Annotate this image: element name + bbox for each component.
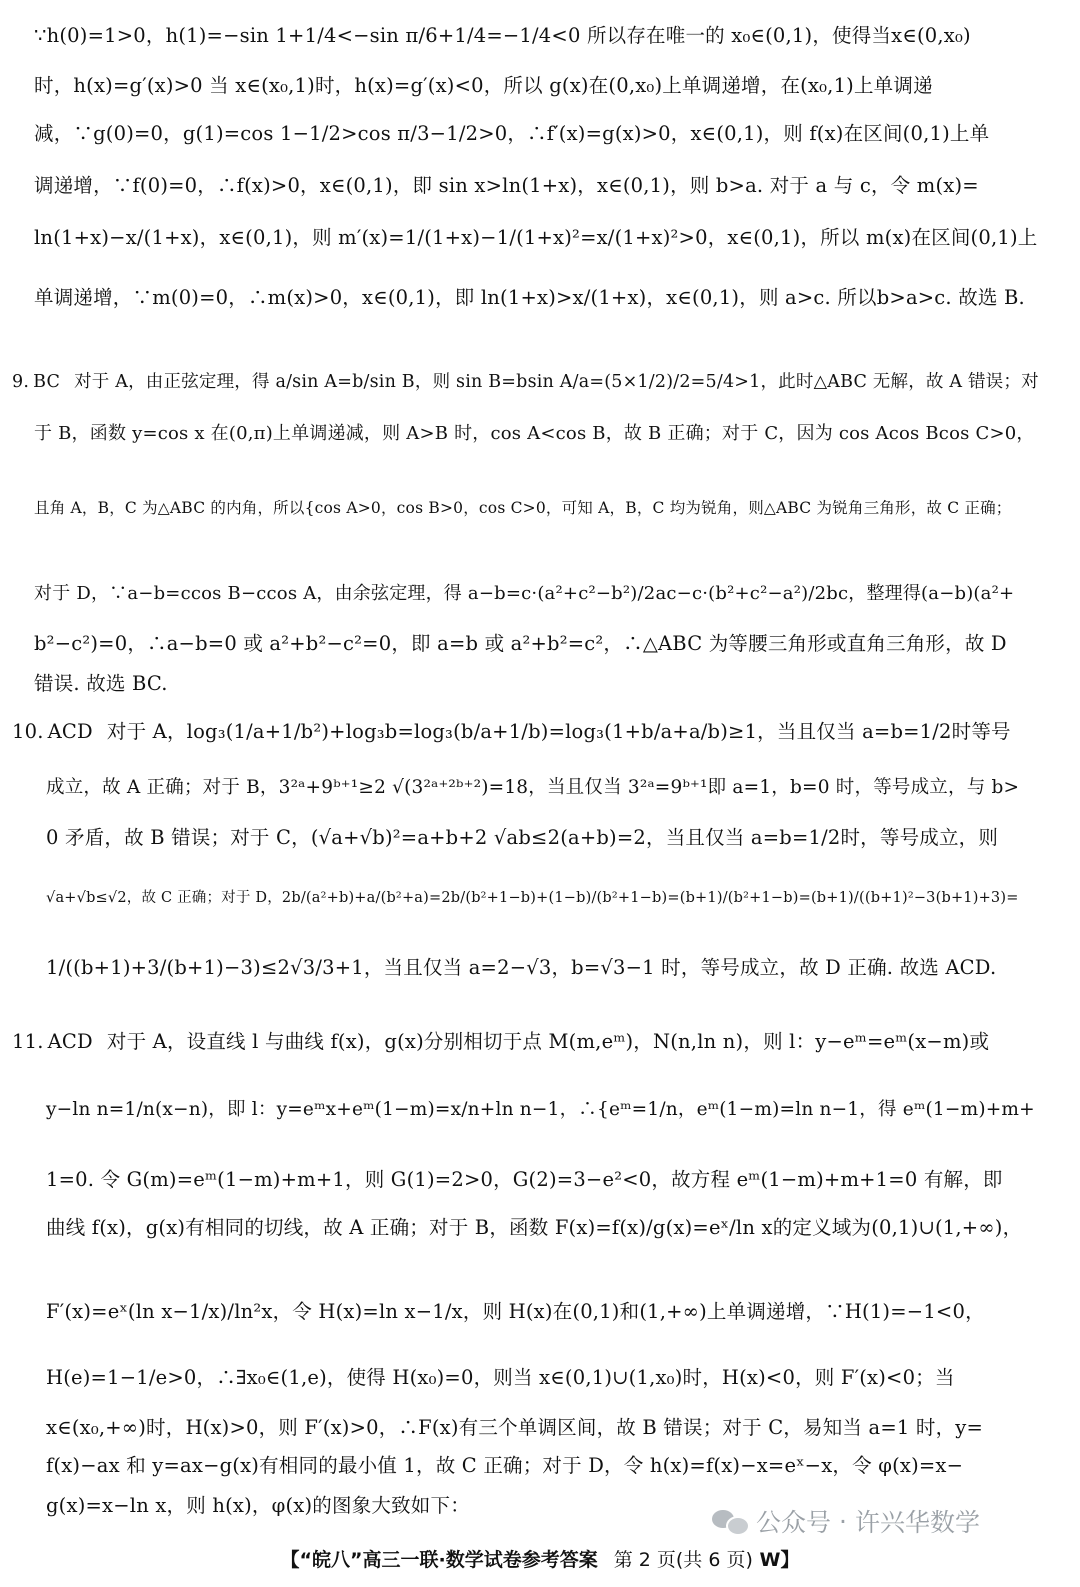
text-line: f(x)−ax 和 y=ax−g(x)有相同的最小值 1，故 C 正确；对于 D，令 h(x)=f(x)−x=eˣ−x，令 φ(x)=x− xyxy=(46,1454,964,1477)
text-line: 1=0. 令 G(m)=eᵐ(1−m)+m+1，则 G(1)=2>0，G(2)=3−e²<0，故方程 eᵐ(1−m)+m+1=0 有解，即 xyxy=(46,1168,1003,1191)
question-number: 11. xyxy=(12,1030,44,1053)
text-line: x∈(x₀,+∞)时，H(x)>0，则 F′(x)>0，∴F(x)有三个单调区间，故 B 错误；对于 C，易知当 a=1 时，y= xyxy=(46,1416,984,1439)
watermark-separator: · xyxy=(839,1506,847,1536)
text-line: H(e)=1−1/e>0，∴∃x₀∈(1,e)，使得 H(x₀)=0，则当 x∈(0,1)∪(1,x₀)时，H(x)<0，则 F′(x)<0；当 xyxy=(46,1366,955,1389)
wechat-icon xyxy=(712,1506,748,1536)
text-line: F′(x)=eˣ(ln x−1/x)/ln²x，令 H(x)=ln x−1/x，则 H(x)在(0,1)和(1,+∞)上单调递增，∵H(1)=−1<0， xyxy=(46,1300,985,1323)
watermark xyxy=(712,1503,980,1539)
text-line: 减，∵g(0)=0，g(1)=cos 1−1/2>cos π/3−1/2>0，∴f′(x)=g(x)>0，x∈(0,1)，则 f(x)在区间(0,1)上单 xyxy=(34,122,990,145)
text-line: 调递增，∵f(0)=0，∴f(x)>0，x∈(0,1)，即 sin x>ln(1+x)，x∈(0,1)，则 b>a. 对于 a 与 c，令 m(x)= xyxy=(34,174,979,197)
text-line: 对于 D，∵a−b=ccos B−ccos A，由余弦定理，得 a−b=c·(a²+c²−b²)/2ac−c·(b²+c²−a²)/2bc，整理得(a−b)(a²+ xyxy=(34,583,1015,604)
text-line: 1/((b+1)+3/(b+1)−3)≤2√3/3+1，当且仅当 a=2−√3，b=√3−1 时，等号成立，故 D 正确. 故选 ACD. xyxy=(46,956,997,979)
question-number: 10. xyxy=(12,720,44,743)
watermark-platform: 公众号 xyxy=(756,1508,832,1537)
text-line: ∵h(0)=1>0，h(1)=−sin 1+1/4<−sin π/6+1/4=−1/4<0 所以存在唯一的 x₀∈(0,1)，使得当x∈(0,x₀) xyxy=(34,24,971,47)
question-9 xyxy=(12,368,1040,396)
text-line: 错误. 故选 BC. xyxy=(34,672,168,695)
question-10 xyxy=(12,718,1040,746)
question-answer: ACD xyxy=(47,720,93,743)
text-line: 0 矛盾，故 B 错误；对于 C，(√a+√b)²=a+b+2 √ab≤2(a+b)=2，当且仅当 a=b=1/2时，等号成立，则 xyxy=(46,826,999,849)
text-line: y−ln n=1/n(x−n)，即 l：y=eᵐx+eᵐ(1−m)=x/n+ln n−1，∴{eᵐ=1/n，eᵐ(1−m)=ln n−1，得 eᵐ(1−m)+m+ xyxy=(46,1099,1035,1120)
question-number: 9. xyxy=(12,372,30,392)
question-11 xyxy=(12,1028,1040,1056)
text-line: 对于 A，设直线 l 与曲线 f(x)，g(x)分别相切于点 M(m,eᵐ)，N(n,ln n)，则 l：y−eᵐ=eᵐ(x−m)或 xyxy=(106,1030,990,1053)
text-line: 单调递增，∵m(0)=0，∴m(x)>0，x∈(0,1)，即 ln(1+x)>x/(1+x)，x∈(0,1)，则 a>c. 所以b>a>c. 故选 B. xyxy=(34,286,1025,309)
question-answer: BC xyxy=(33,372,61,392)
footer-page-info: 第 2 页(共 6 页) xyxy=(613,1549,753,1571)
text-line: g(x)=x−ln x，则 h(x)，φ(x)的图象大致如下： xyxy=(46,1494,470,1517)
text-line: 且角 A，B，C 为△ABC 的内角，所以{cos A>0，cos B>0，cos C>0，可知 A，B，C 均为锐角，则△ABC 为锐角三角形，故 C 正确； xyxy=(34,499,1012,517)
text-line: √a+√b≤√2，故 C 正确；对于 D，2b/(a²+b)+a/(b²+a)=2b/(b²+1−b)+(1−b)/(b²+1−b)=(b+1)/(b²+1−b)=(b+1)/((b+1)²−3(b+1)+3)= xyxy=(46,890,1019,906)
footer-suffix: W】 xyxy=(759,1549,800,1571)
footer-title: 【“皖八”高三一联·数学试卷参考答案 xyxy=(280,1549,598,1571)
page-footer xyxy=(0,1545,1080,1572)
watermark-account: 许兴华数学 xyxy=(854,1508,980,1537)
text-line: 曲线 f(x)，g(x)有相同的切线，故 A 正确；对于 B，函数 F(x)=f(x)/g(x)=eˣ/ln x的定义域为(0,1)∪(1,+∞)， xyxy=(46,1216,1023,1239)
text-line: 于 B，函数 y=cos x 在(0,π)上单调递减，则 A>B 时，cos A<cos B，故 B 正确；对于 C，因为 cos Acos Bcos C>0， xyxy=(34,423,1035,444)
question-answer: ACD xyxy=(47,1030,93,1053)
text-line: 成立，故 A 正确；对于 B，3²ᵃ+9ᵇ⁺¹≥2 √(3²ᵃ⁺²ᵇ⁺²)=18，当且仅当 3²ᵃ=9ᵇ⁺¹即 a=1，b=0 时，等号成立，与 b> xyxy=(46,777,1020,798)
text-line: 对于 A，log₃(1/a+1/b²)+log₃b=log₃(b/a+1/b)=log₃(1+b/a+a/b)≥1，当且仅当 a=b=1/2时等号 xyxy=(106,720,1011,743)
text-line: b²−c²)=0，∴a−b=0 或 a²+b²−c²=0，即 a=b 或 a²+b²=c²，∴△ABC 为等腰三角形或直角三角形，故 D xyxy=(34,632,1007,655)
text-line: ln(1+x)−x/(1+x)，x∈(0,1)，则 m′(x)=1/(1+x)−1/(1+x)²=x/(1+x)²>0，x∈(0,1)，所以 m(x)在区间(0,1)上 xyxy=(34,226,1038,249)
text-line: 对于 A，由正弦定理，得 a/sin A=b/sin B，则 sin B=bsin A/a=(5×1/2)/2=5/4>1，此时△ABC 无解，故 A 错误；对 xyxy=(74,372,1039,392)
text-line: 时，h(x)=g′(x)>0 当 x∈(x₀,1)时，h(x)=g′(x)<0，所以 g(x)在(0,x₀)上单调递增，在(x₀,1)上单调递 xyxy=(34,74,933,97)
